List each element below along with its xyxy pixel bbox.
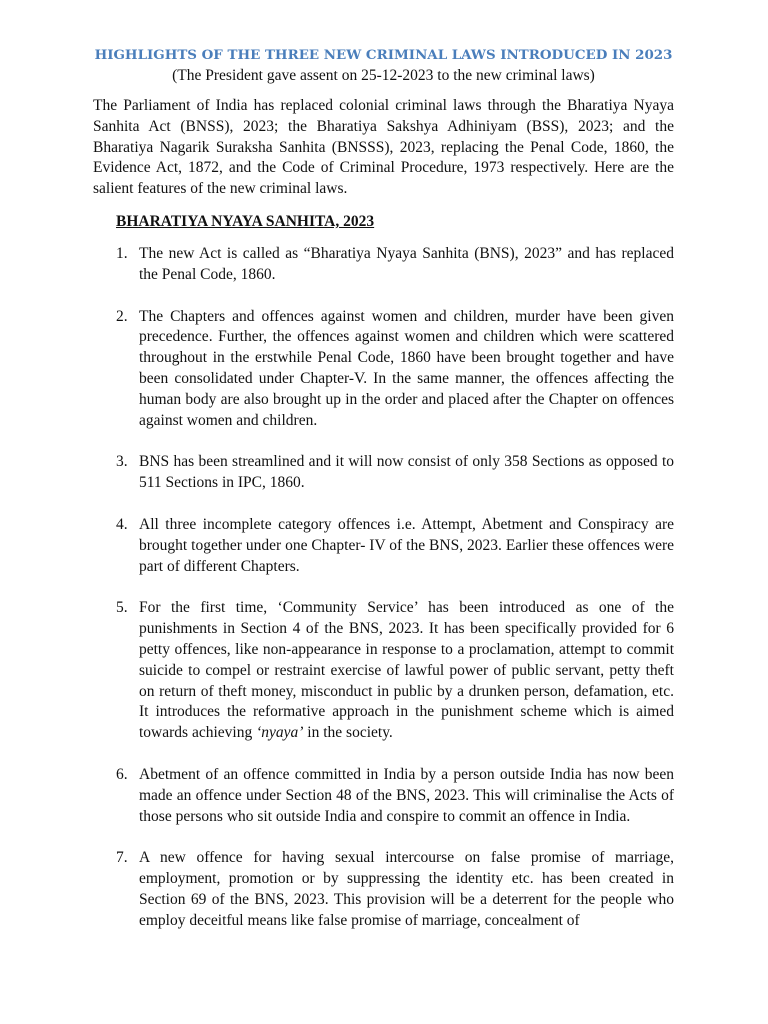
list-item xyxy=(93,307,674,432)
document-subtitle: (The President gave assent on 25-12-2023 to the new criminal laws) xyxy=(172,67,595,84)
list-item xyxy=(93,765,674,827)
list-item xyxy=(93,452,674,494)
list-item xyxy=(93,515,674,577)
document-title: HIGHLIGHTS OF THE THREE NEW CRIMINAL LAWS INTRODUCED IN 2023 xyxy=(94,47,673,63)
list-item-text: The new Act is called as “Bharatiya Nyaya Sanhita (BNS), 2023” and has replaced the Penal Code, 1860. xyxy=(139,244,674,283)
list-item-text: All three incomplete category offences i.e. Attempt, Abetment and Conspiracy are brought together under one Chapter- IV of the BNS, 2023. Earlier these offences were part of different Chapters. xyxy=(139,515,674,575)
list-item-number: 2. xyxy=(116,307,128,325)
feature-list xyxy=(93,244,674,932)
list-item-number: 5. xyxy=(116,599,128,617)
list-item xyxy=(93,848,674,931)
intro-paragraph: The Parliament of India has replaced colonial criminal laws through the Bharatiya Nyaya Sanhita Act (BNSS), 2023; the Bharatiya Sakshya Adhiniyam (BSS), 2023; and the Bharatiya Nagarik Suraksha Sanhita (BNSSS), 2023, replacing the Penal Code, 1860, the Evidence Act, 1872, and the Code of Criminal Procedure, 1973 respectively. Here are the salient features of the new criminal laws. xyxy=(93,97,674,198)
list-item xyxy=(93,598,674,744)
list-item-emphasis: ‘nyaya’ xyxy=(256,724,304,742)
list-item-text: Abetment of an offence committed in India by a person outside India has now been made an offence under Section 48 of the BNS, 2023. This will criminalise the Acts of those persons who sit outside India and conspire to commit an offence in India. xyxy=(139,765,674,825)
list-item xyxy=(93,244,674,286)
list-item-text: The Chapters and offences against women and children, murder have been given precedence. Further, the offences against women and children which were scattered throughout in the erstwhile Penal Code, 1860 have been brought together and have been consolidated under Chapter-V. In the same manner, the offences affecting the human body are also brought up in the order and placed after the Chapter on offences against women and children. xyxy=(139,307,674,429)
section-heading: BHARATIYA NYAYA SANHITA, 2023 xyxy=(116,212,375,230)
list-item-number: 6. xyxy=(116,765,128,783)
list-item-number: 1. xyxy=(116,244,128,262)
list-item-number: 3. xyxy=(116,453,128,471)
list-item-text: BNS has been streamlined and it will now consist of only 358 Sections as opposed to 511 Sections in IPC, 1860. xyxy=(139,453,674,492)
list-item-number: 4. xyxy=(116,515,128,533)
list-item-text: For the first time, ‘Community Service’ has been introduced as one of the punishments in Section 4 of the BNS, 2023. It has been specifically provided for 6 petty offences, like non-appearance in response to a proclamation, attempt to commit suicide to compel or restraint exercise of lawful power of public servant, petty theft on return of theft money, misconduct in public by a drunken person, defamation, etc. It introduces the reformative approach in the punishment scheme which is aimed towards achieving xyxy=(139,599,674,742)
list-item-number: 7. xyxy=(116,849,128,867)
document-page xyxy=(93,44,674,953)
list-item-text: A new offence for having sexual intercourse on false promise of marriage, employment, promotion or by suppressing the identity etc. has been created in Section 69 of the BNS, 2023. This provision will be a deterrent for the people who employ deceitful means like false promise of marriage, concealment of xyxy=(139,849,674,929)
list-item-tail: in the society. xyxy=(303,724,393,742)
